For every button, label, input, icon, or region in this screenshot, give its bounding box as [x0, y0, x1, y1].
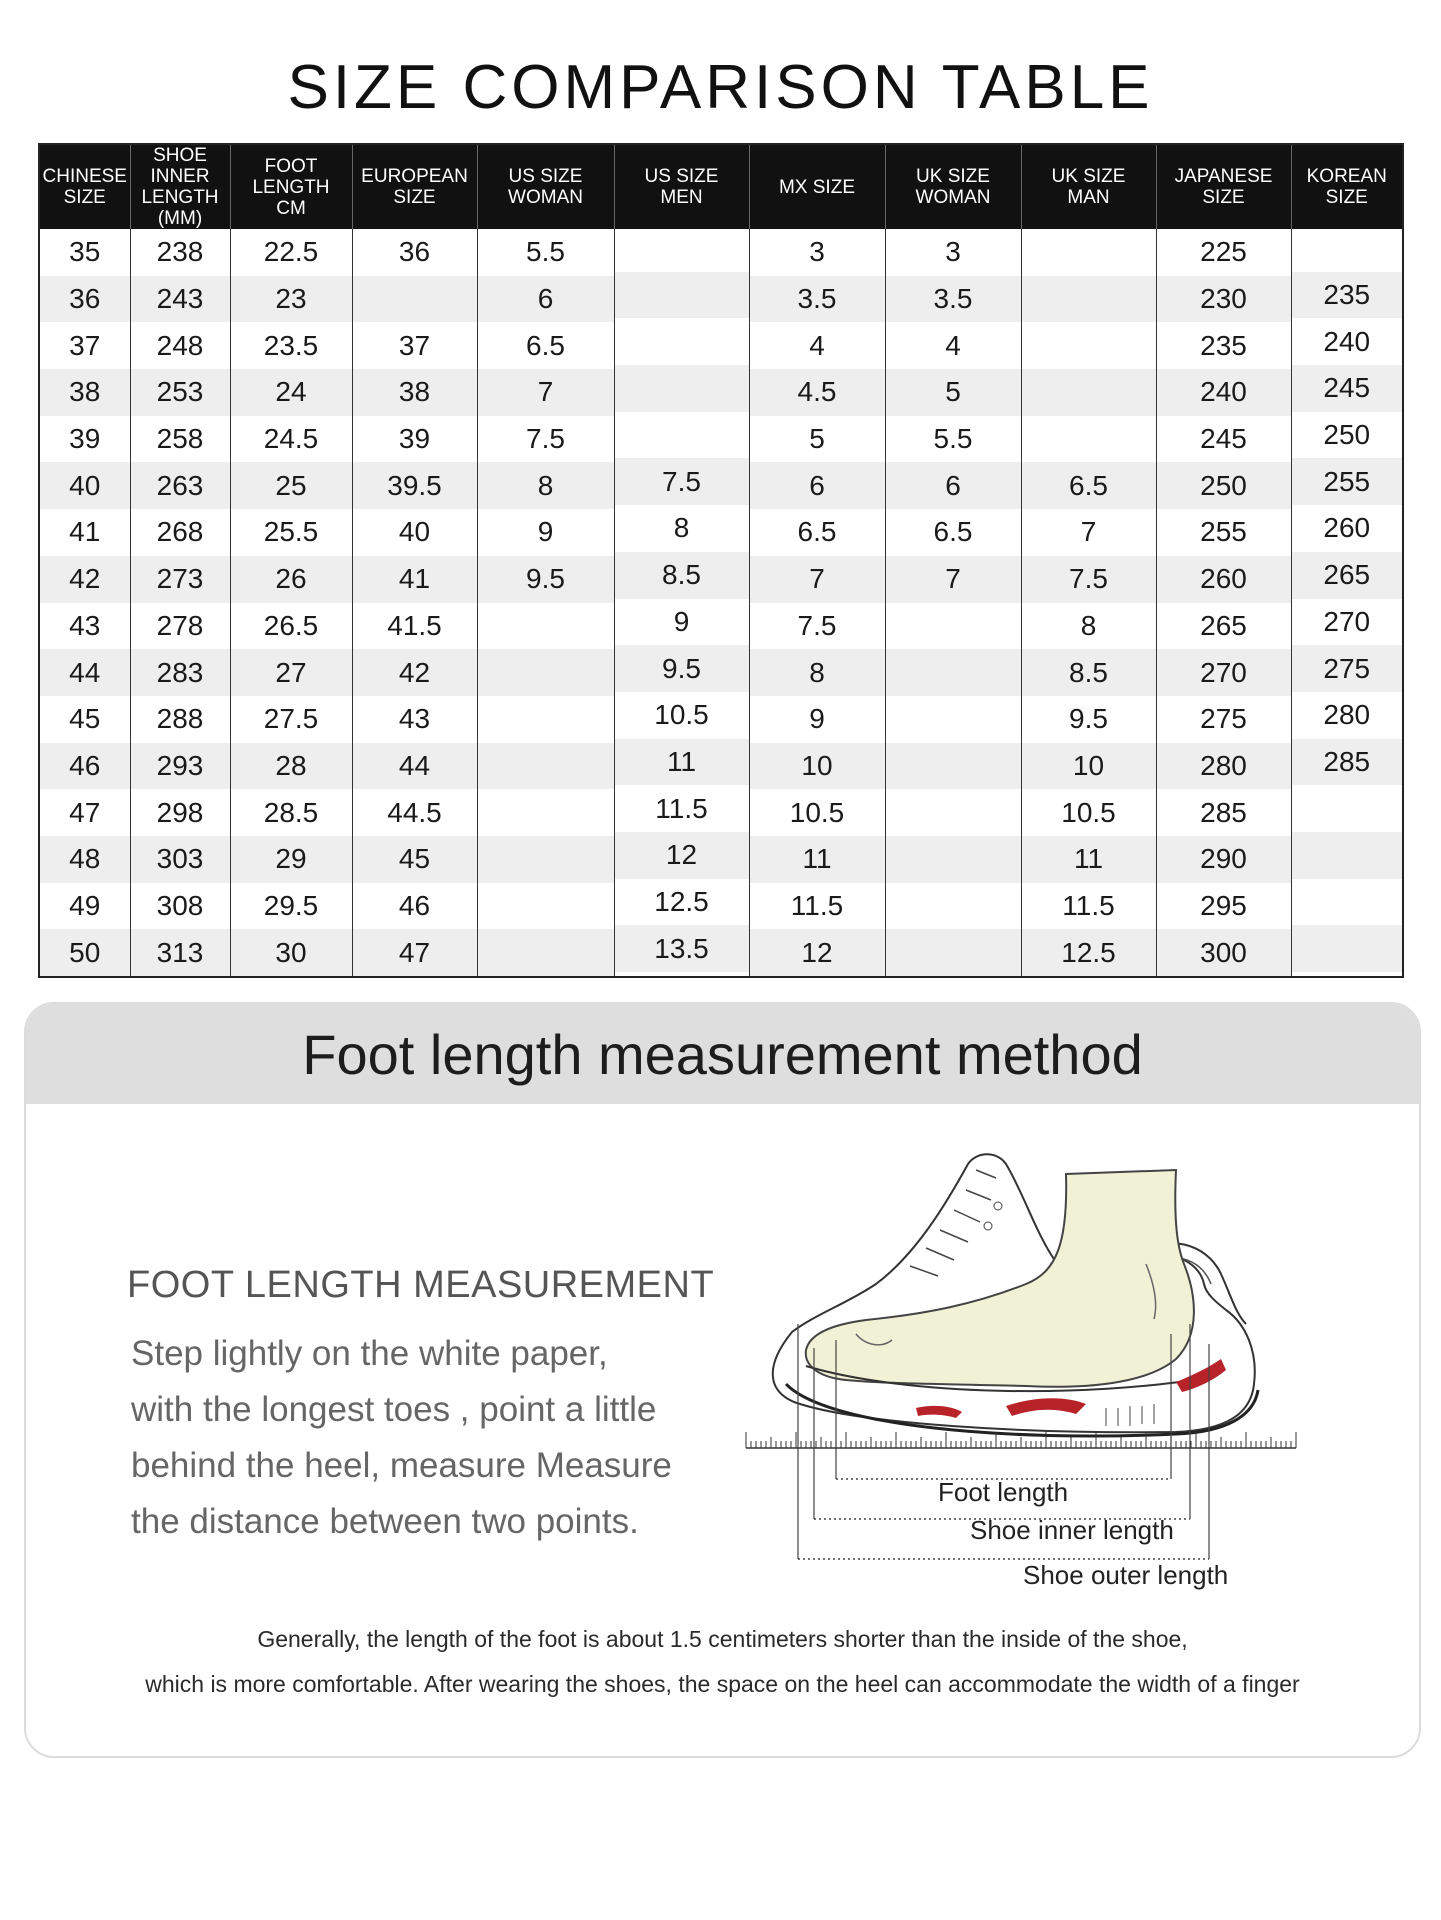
column-header-line: WOMAN — [915, 187, 991, 208]
table-cell: 298 — [130, 789, 230, 836]
table-cell: 7.5 — [749, 603, 885, 650]
table-cell: 39 — [69, 423, 101, 455]
table-cell: 40 — [352, 509, 477, 556]
table-cell: 29.5 — [230, 883, 352, 930]
table-cell: 6.5 — [749, 509, 885, 556]
table-cell: 50 — [39, 929, 130, 977]
table-cell: 28.5 — [230, 789, 352, 836]
table-cell: 6 — [885, 462, 1021, 509]
table-cell: 11.5 — [749, 883, 885, 930]
table-cell: 5 — [749, 416, 885, 463]
table-cell: 10.5 — [614, 692, 749, 739]
table-cell: 9 — [749, 696, 885, 743]
table-cell: 9 — [614, 599, 749, 646]
table-cell: 285 — [1291, 739, 1403, 786]
table-cell: 265 — [1156, 603, 1291, 650]
table-cell: 39 — [352, 416, 477, 463]
column-header-line: UK SIZE — [916, 166, 990, 187]
table-cell — [1291, 785, 1403, 832]
column-header-line: MX SIZE — [778, 176, 855, 198]
table-row — [39, 789, 1403, 836]
table-cell: 283 — [130, 649, 230, 696]
foot-measurement-diagram — [706, 1134, 1326, 1590]
column-header-line: EUROPEAN — [361, 166, 468, 187]
table-cell: 8 — [477, 462, 614, 509]
table-cell: 6 — [477, 276, 614, 323]
table-cell: 38 — [39, 369, 130, 416]
table-cell: 47 — [69, 796, 101, 828]
table-cell — [1021, 322, 1156, 369]
table-row — [39, 696, 1403, 743]
table-row — [39, 743, 1403, 790]
table-cell: 46 — [352, 883, 477, 930]
table-cell: 4 — [885, 322, 1021, 369]
column-header-line: UK SIZE — [1051, 166, 1126, 187]
table-row — [39, 883, 1403, 930]
table-cell — [885, 696, 1021, 743]
measurement-instructions — [131, 1326, 711, 1550]
table-cell: 49 — [69, 889, 101, 921]
table-cell: 240 — [1156, 369, 1291, 416]
column-header-line: SIZE — [393, 187, 436, 208]
size-comparison-table — [38, 143, 1404, 978]
table-cell: 265 — [1291, 552, 1403, 599]
table-cell — [614, 365, 749, 412]
measurement-heading: FOOT LENGTH MEASUREMENT — [127, 1264, 715, 1306]
table-cell: 278 — [130, 603, 230, 650]
table-cell: 280 — [1156, 743, 1291, 790]
table-cell: 44 — [39, 649, 130, 696]
table-cell — [1021, 369, 1156, 416]
table-cell: 260 — [1291, 505, 1403, 552]
table-cell: 41 — [69, 516, 101, 548]
table-cell: 29 — [230, 836, 352, 883]
table-cell — [477, 929, 614, 977]
table-cell: 45 — [69, 703, 101, 735]
table-cell — [1291, 925, 1403, 973]
column-header — [1291, 144, 1403, 229]
table-cell: 290 — [1156, 836, 1291, 883]
table-cell — [885, 836, 1021, 883]
table-cell — [885, 649, 1021, 696]
table-cell: 9.5 — [614, 645, 749, 692]
table-cell — [477, 883, 614, 930]
table-cell: 253 — [130, 369, 230, 416]
note-line: Generally, the length of the foot is about 1.5 centimeters shorter than the inside of the shoe, — [257, 1626, 1188, 1652]
table-cell: 10.5 — [1021, 789, 1156, 836]
table-cell: 43 — [352, 696, 477, 743]
table-cell: 7.5 — [1021, 556, 1156, 603]
table-cell: 303 — [130, 836, 230, 883]
instruction-line: with the longest toes , point a little — [131, 1390, 657, 1429]
table-cell: 23 — [230, 276, 352, 323]
table-cell: 11 — [749, 836, 885, 883]
table-cell — [885, 929, 1021, 977]
table-cell: 3 — [749, 229, 885, 276]
table-cell: 248 — [130, 322, 230, 369]
table-cell — [477, 836, 614, 883]
column-header — [230, 144, 352, 229]
column-header-line: MEN — [660, 187, 703, 208]
table-cell: 238 — [130, 229, 230, 276]
column-header-line: US SIZE — [508, 166, 583, 187]
table-cell — [1291, 832, 1403, 879]
page-title: SIZE COMPARISON TABLE — [287, 53, 1154, 122]
column-header-line: MAN — [1067, 187, 1110, 208]
measurement-method-panel — [24, 1002, 1421, 1758]
table-cell: 4.5 — [749, 369, 885, 416]
table-row — [39, 603, 1403, 650]
column-header-line: LENGTH (MM) — [141, 187, 219, 229]
table-cell — [352, 276, 477, 323]
table-cell — [1291, 225, 1403, 272]
table-row — [39, 509, 1403, 556]
table-cell: 8.5 — [1021, 649, 1156, 696]
table-cell — [614, 412, 749, 459]
table-cell: 27 — [230, 649, 352, 696]
method-title: Foot length measurement method — [302, 1023, 1143, 1086]
table-cell: 243 — [130, 276, 230, 323]
table-body — [39, 229, 1403, 977]
table-cell: 28 — [230, 743, 352, 790]
table-cell: 36 — [39, 276, 130, 323]
table-cell: 288 — [130, 696, 230, 743]
table-cell: 11 — [1021, 836, 1156, 883]
table-cell: 35 — [69, 236, 101, 268]
table-cell: 40 — [39, 462, 130, 509]
table-cell: 42 — [352, 649, 477, 696]
table-cell: 308 — [130, 883, 230, 930]
column-header-line: US SIZE — [644, 166, 719, 187]
table-cell: 26 — [230, 556, 352, 603]
table-cell: 11 — [614, 739, 749, 786]
table-cell: 3 — [885, 229, 1021, 276]
table-cell: 245 — [1291, 365, 1403, 412]
column-header — [130, 144, 230, 229]
column-header — [1156, 144, 1291, 229]
table-cell: 263 — [130, 462, 230, 509]
table-cell: 48 — [39, 836, 130, 883]
table-cell: 38 — [352, 369, 477, 416]
table-cell: 8 — [749, 649, 885, 696]
table-cell: 275 — [1156, 696, 1291, 743]
table-cell: 313 — [130, 929, 230, 977]
table-cell: 270 — [1291, 599, 1403, 646]
table-cell: 8 — [614, 505, 749, 552]
table-cell: 260 — [1156, 556, 1291, 603]
table-cell: 3.5 — [885, 276, 1021, 323]
table-cell: 11.5 — [614, 785, 749, 832]
table-cell: 250 — [1156, 462, 1291, 509]
table-cell: 7 — [749, 556, 885, 603]
table-cell: 7 — [477, 369, 614, 416]
table-cell: 24.5 — [230, 416, 352, 463]
table-cell: 41.5 — [352, 603, 477, 650]
table-cell — [614, 225, 749, 272]
column-header-line: SIZE — [1325, 187, 1368, 208]
table-cell: 4 — [749, 322, 885, 369]
table-cell — [1021, 229, 1156, 276]
table-cell: 12 — [749, 929, 885, 977]
table-header-row — [39, 144, 1403, 229]
column-header-line: WOMAN — [508, 187, 583, 208]
table-cell — [477, 603, 614, 650]
instruction-line: behind the heel, measure Measure — [131, 1446, 672, 1485]
table-cell: 47 — [352, 929, 477, 977]
foot-length-label: Foot length — [938, 1477, 1069, 1507]
column-header — [614, 144, 749, 229]
table-row — [39, 369, 1403, 416]
table-cell: 36 — [352, 229, 477, 276]
column-header-line: SIZE — [63, 187, 106, 208]
table-cell: 7.5 — [614, 458, 749, 505]
table-cell — [885, 789, 1021, 836]
note-line: which is more comfortable. After wearing the shoes, the space on the heel can accommodate the width of a finger — [145, 1671, 1300, 1697]
table-cell: 7.5 — [477, 416, 614, 463]
column-header-line: SIZE — [1202, 187, 1245, 208]
table-cell: 12 — [614, 832, 749, 879]
instruction-line: Step lightly on the white paper, — [131, 1334, 608, 1373]
table-cell — [1021, 276, 1156, 323]
table-cell: 5 — [885, 369, 1021, 416]
table-row — [39, 416, 1403, 463]
table-cell: 10 — [1021, 743, 1156, 790]
table-cell: 293 — [130, 743, 230, 790]
table-cell: 24 — [230, 369, 352, 416]
table-cell: 42 — [39, 556, 130, 603]
table-cell: 280 — [1291, 692, 1403, 739]
table-cell: 23.5 — [230, 322, 352, 369]
table-cell: 27.5 — [230, 696, 352, 743]
table-cell: 5.5 — [477, 229, 614, 276]
instruction-line: the distance between two points. — [131, 1502, 639, 1541]
table-cell: 235 — [1291, 272, 1403, 319]
table-row — [39, 836, 1403, 883]
column-header — [749, 144, 885, 229]
table-cell — [614, 272, 749, 319]
table-cell: 275 — [1291, 645, 1403, 692]
column-header-line: CM — [276, 197, 306, 219]
table-cell — [1021, 416, 1156, 463]
table-cell — [477, 789, 614, 836]
column-header-line: KOREAN — [1306, 166, 1387, 187]
table-cell: 235 — [1156, 322, 1291, 369]
table-cell: 268 — [130, 509, 230, 556]
table-cell: 12.5 — [614, 879, 749, 926]
table-cell — [885, 743, 1021, 790]
table-row — [39, 229, 1403, 276]
column-header-line: FOOT LENGTH — [252, 155, 330, 198]
table-cell — [1291, 879, 1403, 926]
table-cell: 225 — [1156, 229, 1291, 276]
table-cell: 44 — [352, 743, 477, 790]
column-header-line: JAPANESE — [1174, 166, 1273, 187]
table-cell: 26.5 — [230, 603, 352, 650]
shoe-foot-illustration — [706, 1134, 1326, 1574]
table-cell: 230 — [1156, 276, 1291, 323]
table-cell: 8 — [1021, 603, 1156, 650]
table-cell: 3.5 — [749, 276, 885, 323]
column-header — [477, 144, 614, 229]
table-cell: 43 — [69, 609, 101, 641]
table-cell: 240 — [1291, 318, 1403, 365]
shoe-outer-length-label: Shoe outer length — [1023, 1560, 1229, 1590]
table-row — [39, 556, 1403, 603]
column-header — [352, 144, 477, 229]
table-cell: 258 — [130, 416, 230, 463]
table-cell — [477, 649, 614, 696]
table-cell: 7 — [1021, 509, 1156, 556]
column-header — [39, 144, 130, 229]
table-cell: 8.5 — [614, 552, 749, 599]
table-cell — [614, 318, 749, 365]
table-row — [39, 462, 1403, 509]
table-cell: 37 — [352, 322, 477, 369]
table-cell: 39.5 — [352, 462, 477, 509]
table-cell: 250 — [1291, 412, 1403, 459]
table-cell: 10.5 — [749, 789, 885, 836]
table-cell: 12.5 — [1021, 929, 1156, 977]
table-cell — [885, 603, 1021, 650]
table-cell: 25 — [230, 462, 352, 509]
table-cell: 7 — [885, 556, 1021, 603]
column-header — [885, 144, 1021, 229]
table-cell: 44.5 — [352, 789, 477, 836]
table-cell: 25.5 — [230, 509, 352, 556]
table-cell — [477, 696, 614, 743]
table-cell — [885, 883, 1021, 930]
table-cell: 6.5 — [1021, 462, 1156, 509]
table-cell: 13.5 — [614, 925, 749, 973]
column-header-line: SHOE INNER — [150, 145, 210, 187]
table-cell: 9 — [477, 509, 614, 556]
table-cell: 9.5 — [477, 556, 614, 603]
table-cell: 245 — [1156, 416, 1291, 463]
table-cell: 270 — [1156, 649, 1291, 696]
table-cell: 300 — [1156, 929, 1291, 977]
table-row — [39, 929, 1403, 977]
column-header-line: CHINESE — [42, 166, 127, 187]
table-cell: 45 — [352, 836, 477, 883]
table-cell: 30 — [230, 929, 352, 977]
table-cell: 285 — [1156, 789, 1291, 836]
table-cell: 255 — [1156, 509, 1291, 556]
table-cell: 46 — [39, 743, 130, 790]
table-cell: 6.5 — [885, 509, 1021, 556]
table-cell: 11.5 — [1021, 883, 1156, 930]
shoe-inner-length-label: Shoe inner length — [970, 1515, 1174, 1545]
table-cell: 5.5 — [885, 416, 1021, 463]
table-cell: 9.5 — [1021, 696, 1156, 743]
table-cell: 255 — [1291, 458, 1403, 505]
table-row — [39, 276, 1403, 323]
table-cell — [477, 743, 614, 790]
table-cell: 6 — [749, 462, 885, 509]
table-cell: 273 — [130, 556, 230, 603]
table-cell: 295 — [1156, 883, 1291, 930]
table-cell: 37 — [69, 329, 101, 361]
table-cell: 22.5 — [230, 229, 352, 276]
table-cell: 41 — [352, 556, 477, 603]
table-row — [39, 322, 1403, 369]
table-row — [39, 649, 1403, 696]
column-header — [1021, 144, 1156, 229]
table-cell: 10 — [749, 743, 885, 790]
table-cell: 6.5 — [477, 322, 614, 369]
